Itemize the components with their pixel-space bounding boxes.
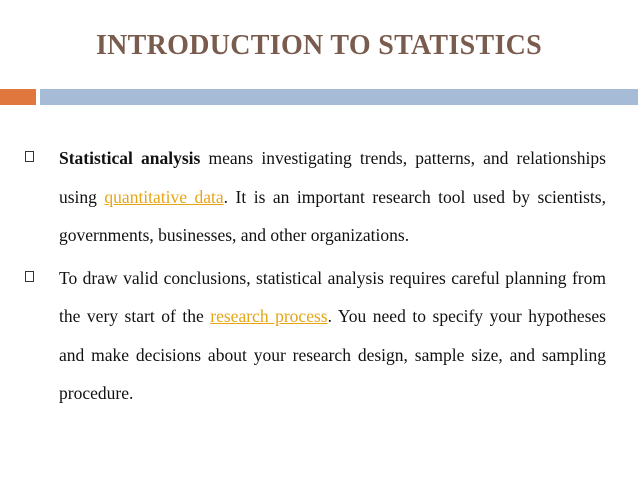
- square-bullet-icon: [25, 151, 34, 162]
- bullet-text: To draw valid conclusions, statistical analysis requires careful planning from the very start of the: [59, 267, 606, 326]
- square-bullet-icon: [25, 271, 34, 282]
- bullet-bold-lead: Statistical analysis: [59, 148, 201, 168]
- title-accent-bar-orange: [0, 89, 36, 105]
- bullet-text: means investigating trends, patterns, and relationships using: [59, 148, 606, 207]
- bullet-text: . It is an important research tool used by scientists, governments, businesses, and other organizations.: [59, 186, 606, 245]
- bullet-item-statistical-analysis: [24, 139, 606, 255]
- bullet-text: . You need to specify your hypotheses and make decisions about your research design, sample size, and sampling procedure.: [59, 306, 606, 403]
- link-research-process[interactable]: research process: [210, 306, 328, 326]
- slide-title: INTRODUCTION TO STATISTICS: [95, 30, 543, 61]
- title-accent-bar-blue: [40, 89, 638, 105]
- slide-body: [24, 139, 606, 413]
- link-quantitative-data[interactable]: quantitative data: [104, 186, 224, 207]
- bullet-item-valid-conclusions: [24, 259, 606, 413]
